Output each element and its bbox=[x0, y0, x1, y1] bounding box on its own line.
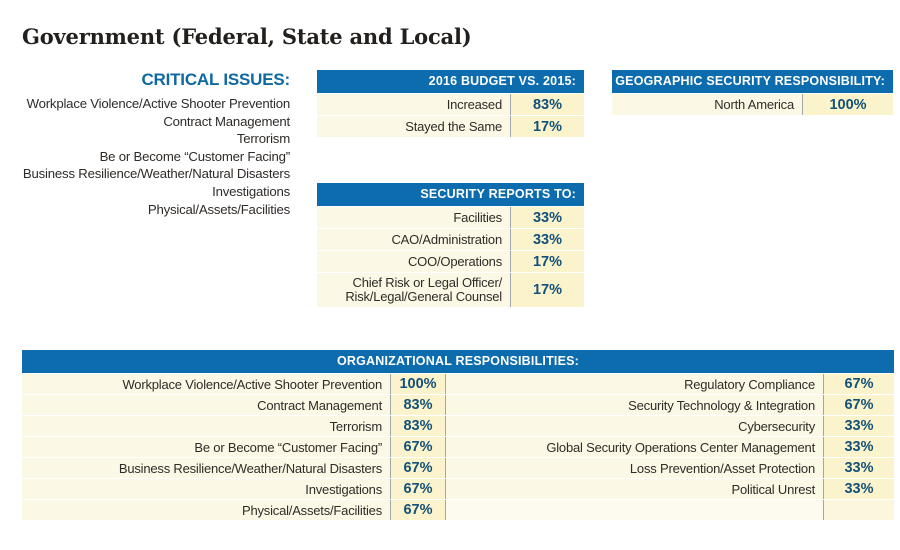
row-label: Be or Become “Customer Facing” bbox=[22, 437, 390, 457]
row-label-empty bbox=[446, 500, 823, 520]
critical-issue-item: Workplace Violence/Active Shooter Prevention bbox=[26, 96, 290, 111]
geographic-table-header: GEOGRAPHIC SECURITY RESPONSIBILITY: bbox=[612, 70, 893, 93]
row-label: Cybersecurity bbox=[446, 416, 823, 436]
row-value: 83% bbox=[390, 416, 446, 436]
organizational-table bbox=[22, 350, 894, 520]
row-value: 33% bbox=[823, 416, 894, 436]
page-title: Government (Federal, State and Local) bbox=[22, 24, 472, 49]
table-row bbox=[317, 251, 584, 272]
budget-table bbox=[317, 70, 584, 137]
critical-issues-section bbox=[10, 70, 290, 218]
table-row bbox=[22, 416, 894, 436]
row-label-text: Chief Risk or Legal Officer/ Risk/Legal/General Counsel bbox=[345, 274, 502, 304]
row-label bbox=[317, 273, 510, 307]
row-label: CAO/Administration bbox=[317, 229, 510, 250]
row-label: Facilities bbox=[317, 207, 510, 228]
table-row bbox=[22, 374, 894, 394]
row-label: North America bbox=[612, 94, 802, 115]
critical-issue-item: Business Resilience/Weather/Natural Disasters bbox=[22, 166, 290, 182]
row-value: 67% bbox=[823, 374, 894, 394]
row-value: 83% bbox=[390, 395, 446, 415]
table-row bbox=[22, 479, 894, 499]
row-label: Business Resilience/Weather/Natural Disasters bbox=[22, 458, 390, 478]
row-label: Regulatory Compliance bbox=[446, 374, 823, 394]
reports-to-table bbox=[317, 183, 584, 307]
row-value: 33% bbox=[510, 207, 584, 228]
row-label: COO/Operations bbox=[317, 251, 510, 272]
row-value: 67% bbox=[390, 458, 446, 478]
table-row bbox=[22, 437, 894, 457]
row-label: Workplace Violence/Active Shooter Prevention bbox=[22, 374, 390, 394]
critical-issue-item: Contract Management bbox=[163, 113, 290, 129]
row-label: Global Security Operations Center Management bbox=[446, 437, 823, 457]
row-value: 33% bbox=[823, 458, 894, 478]
row-label: Loss Prevention/Asset Protection bbox=[446, 458, 823, 478]
reports-to-table-header: SECURITY REPORTS TO: bbox=[317, 183, 584, 206]
row-label: Contract Management bbox=[22, 395, 390, 415]
row-value-empty bbox=[823, 500, 894, 520]
row-value: 67% bbox=[390, 479, 446, 499]
row-value: 100% bbox=[390, 374, 446, 394]
table-row bbox=[317, 116, 584, 137]
row-label: Security Technology & Integration bbox=[446, 395, 823, 415]
row-value: 67% bbox=[390, 500, 446, 520]
row-value: 17% bbox=[510, 116, 584, 137]
row-value: 17% bbox=[510, 251, 584, 272]
critical-issue-item: Terrorism bbox=[236, 131, 290, 147]
table-row bbox=[22, 395, 894, 415]
table-row bbox=[317, 207, 584, 228]
table-row bbox=[22, 500, 894, 520]
row-value: 67% bbox=[390, 437, 446, 457]
row-label: Stayed the Same bbox=[317, 116, 510, 137]
organizational-table-header: ORGANIZATIONAL RESPONSIBILITIES: bbox=[22, 350, 894, 373]
row-value: 67% bbox=[823, 395, 894, 415]
row-value: 83% bbox=[510, 94, 584, 115]
row-label: Investigations bbox=[22, 479, 390, 499]
row-value: 17% bbox=[510, 273, 584, 307]
row-label: Increased bbox=[317, 94, 510, 115]
critical-issue-item: Be or Become “Customer Facing” bbox=[99, 148, 290, 164]
row-label: Political Unrest bbox=[446, 479, 823, 499]
table-row bbox=[22, 458, 894, 478]
table-row bbox=[612, 94, 893, 115]
row-value: 100% bbox=[802, 94, 893, 115]
geographic-table bbox=[612, 70, 893, 115]
table-row bbox=[317, 94, 584, 115]
budget-table-header: 2016 BUDGET VS. 2015: bbox=[317, 70, 584, 93]
row-value: 33% bbox=[510, 229, 584, 250]
row-value: 33% bbox=[823, 437, 894, 457]
row-value: 33% bbox=[823, 479, 894, 499]
row-label: Physical/Assets/Facilities bbox=[22, 500, 390, 520]
critical-issue-item: Investigations bbox=[212, 183, 290, 199]
row-label: Terrorism bbox=[22, 416, 390, 436]
table-row bbox=[317, 273, 584, 307]
critical-issue-item: Physical/Assets/Facilities bbox=[147, 201, 290, 217]
critical-issues-heading: CRITICAL ISSUES: bbox=[141, 70, 290, 89]
table-row bbox=[317, 229, 584, 250]
